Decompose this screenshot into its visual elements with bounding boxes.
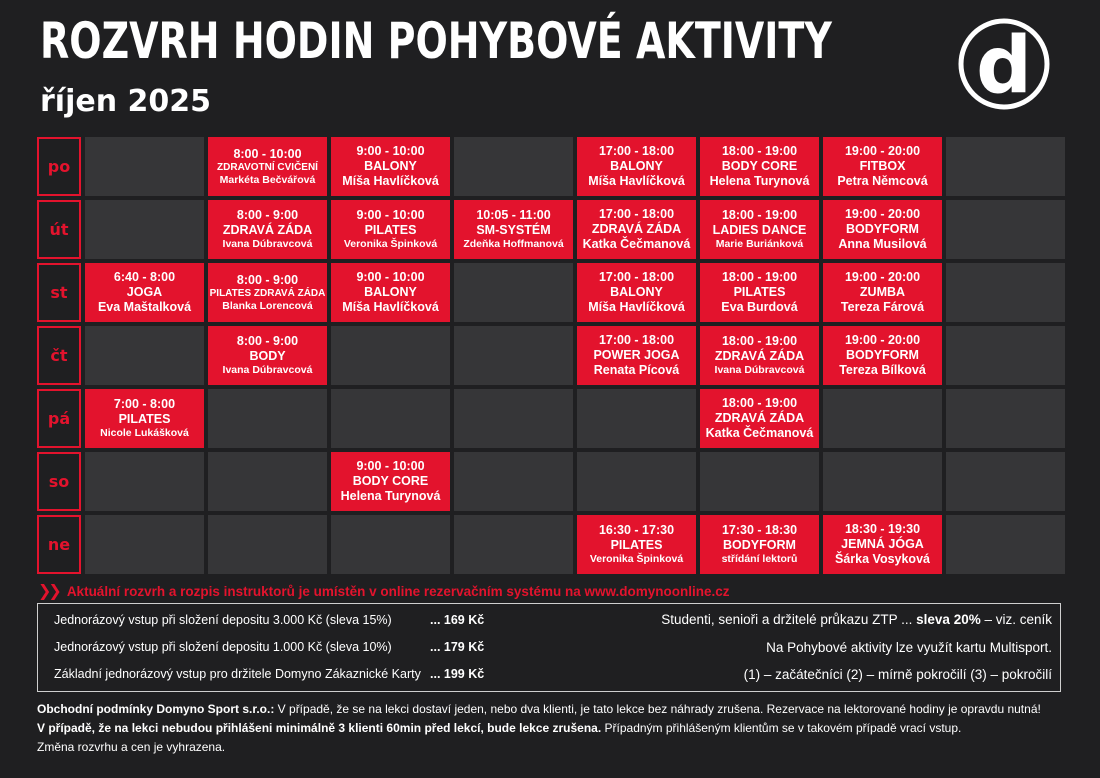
class-slot	[577, 200, 696, 259]
class-name: FITBOX	[859, 159, 906, 173]
level-legend: (1) – začátečníci (2) – mírně pokročilí (3) – pokročilí	[743, 667, 1052, 682]
class-time: 18:00 - 19:00	[721, 208, 798, 223]
class-slot	[823, 263, 942, 322]
class-time: 17:00 - 18:00	[598, 333, 675, 347]
class-slot	[823, 200, 942, 259]
class-name: PILATES	[364, 223, 417, 238]
class-instructor: Renata Pícová	[593, 363, 680, 377]
empty-slot	[85, 326, 204, 385]
class-time: 18:00 - 19:00	[721, 270, 798, 284]
class-slot	[208, 200, 327, 259]
class-name: BODY CORE	[352, 474, 429, 488]
class-name: PILATES	[118, 412, 171, 427]
cancellation-rule: V případě, že na lekci nebudou přihlášeni minimálně 3 klienti 60min před lekcí, bude lekce zrušena.	[37, 721, 602, 735]
class-slot	[700, 200, 819, 259]
empty-slot	[577, 389, 696, 448]
class-time: 17:00 - 18:00	[598, 207, 675, 221]
empty-slot	[208, 389, 327, 448]
class-instructor: Ivana Dúbravcová	[222, 364, 313, 377]
class-time: 8:00 - 9:00	[236, 208, 299, 223]
class-instructor: Míša Havlíčková	[342, 300, 439, 314]
class-time: 17:00 - 18:00	[598, 270, 675, 284]
schedule-grid	[37, 137, 1065, 574]
class-instructor: Helena Turynová	[340, 489, 441, 503]
class-instructor: Ivana Dúbravcová	[222, 238, 313, 251]
class-slot	[208, 263, 327, 322]
class-slot	[700, 263, 819, 322]
class-name: PILATES	[610, 538, 663, 553]
price-label: Jednorázový vstup při složení depositu 1.000 Kč (sleva 10%)	[54, 640, 392, 654]
empty-slot	[208, 515, 327, 574]
day-label: so	[37, 452, 81, 511]
class-name: PILATES	[733, 285, 786, 299]
class-slot	[577, 515, 696, 574]
class-name: ZDRAVOTNÍ CVIČENÍ	[217, 161, 318, 173]
terms-footer	[37, 700, 1067, 757]
class-time: 9:00 - 10:00	[356, 270, 425, 284]
class-slot	[700, 137, 819, 196]
class-slot	[577, 137, 696, 196]
class-slot	[700, 389, 819, 448]
change-notice: Změna rozvrhu a cen je vyhrazena.	[37, 740, 226, 754]
empty-slot	[823, 389, 942, 448]
class-instructor: Eva Maštalková	[97, 300, 192, 314]
class-instructor: Markéta Bečvářová	[219, 173, 316, 186]
price-value: ... 169 Kč	[430, 613, 485, 627]
class-time: 19:00 - 20:00	[844, 207, 921, 221]
class-name: ZDRAVÁ ZÁDA	[714, 411, 805, 425]
class-slot	[577, 263, 696, 322]
empty-slot	[946, 515, 1065, 574]
class-time: 18:00 - 19:00	[721, 334, 798, 349]
class-instructor: Tereza Bílková	[839, 363, 926, 377]
class-time: 8:00 - 10:00	[233, 146, 302, 161]
class-name: ZDRAVÁ ZÁDA	[591, 222, 682, 236]
empty-slot	[85, 137, 204, 196]
empty-slot	[454, 326, 573, 385]
class-instructor: Helena Turynová	[709, 174, 810, 188]
class-slot	[331, 137, 450, 196]
class-time: 19:00 - 20:00	[844, 270, 921, 284]
class-name: BODYFORM	[846, 222, 919, 236]
class-instructor: Katka Čečmanová	[582, 237, 691, 251]
class-slot	[454, 200, 573, 259]
empty-slot	[946, 326, 1065, 385]
class-name: BODYFORM	[846, 348, 919, 362]
empty-slot	[331, 326, 450, 385]
empty-slot	[577, 452, 696, 511]
empty-slot	[331, 515, 450, 574]
class-slot	[577, 326, 696, 385]
day-label: čt	[37, 326, 81, 385]
empty-slot	[454, 389, 573, 448]
class-time: 8:00 - 9:00	[236, 334, 299, 349]
class-instructor: Marie Buriánková	[715, 238, 804, 251]
class-instructor: Zdeňka Hoffmanová	[463, 238, 564, 251]
class-name: JEMNÁ JÓGA	[841, 537, 924, 551]
empty-slot	[85, 515, 204, 574]
class-instructor: Tereza Fárová	[840, 300, 925, 314]
class-name: LADIES DANCE	[712, 223, 807, 238]
class-slot	[85, 263, 204, 322]
class-time: 6:40 - 8:00	[113, 270, 176, 284]
class-name: PILATES ZDRAVÁ ZÁDA	[209, 287, 326, 299]
discount-note: – viz. ceník	[980, 612, 1052, 627]
notice-text: Aktuální rozvrh a rozpis instruktorů je umístěn v online rezervačním systému na www.domynoonline.cz	[66, 583, 730, 599]
class-time: 8:00 - 9:00	[236, 272, 299, 287]
class-time: 9:00 - 10:00	[356, 459, 425, 473]
multisport-info: Na Pohybové aktivity lze využít kartu Multisport.	[766, 640, 1052, 655]
empty-slot	[85, 200, 204, 259]
empty-slot	[454, 137, 573, 196]
class-name: POWER JOGA	[593, 348, 680, 362]
empty-slot	[946, 200, 1065, 259]
class-name: BALONY	[364, 159, 417, 173]
day-label: ne	[37, 515, 81, 574]
class-time: 7:00 - 8:00	[113, 397, 176, 412]
class-instructor: Veronika Špinková	[589, 553, 684, 566]
class-instructor: Katka Čečmanová	[705, 426, 814, 440]
class-instructor: Míša Havlíčková	[342, 174, 439, 188]
price-label: Jednorázový vstup při složení depositu 3.000 Kč (sleva 15%)	[54, 613, 392, 627]
class-time: 19:00 - 20:00	[844, 333, 921, 347]
price-value: ... 179 Kč	[430, 640, 485, 654]
class-instructor: Míša Havlíčková	[588, 300, 685, 314]
page-title: ROZVRH HODIN POHYBOVÉ AKTIVITY	[40, 12, 832, 70]
class-slot	[208, 137, 327, 196]
class-name: ZDRAVÁ ZÁDA	[714, 349, 805, 364]
terms-heading: Obchodní podmínky Domyno Sport s.r.o.:	[37, 702, 275, 716]
empty-slot	[454, 263, 573, 322]
class-time: 17:30 - 18:30	[721, 523, 798, 538]
logo-letter: d	[976, 21, 1032, 110]
discount-value: sleva 20%	[916, 612, 981, 627]
empty-slot	[946, 389, 1065, 448]
class-slot	[700, 515, 819, 574]
class-time: 9:00 - 10:00	[356, 144, 425, 158]
class-slot	[208, 326, 327, 385]
class-name: BODYFORM	[723, 538, 796, 553]
class-slot	[331, 452, 450, 511]
day-label: po	[37, 137, 81, 196]
empty-slot	[85, 452, 204, 511]
class-slot	[823, 137, 942, 196]
empty-slot	[454, 515, 573, 574]
class-name: BALONY	[610, 159, 663, 173]
class-name: ZDRAVÁ ZÁDA	[222, 223, 313, 238]
empty-slot	[700, 452, 819, 511]
class-time: 10:05 - 11:00	[476, 208, 551, 223]
empty-slot	[946, 263, 1065, 322]
empty-slot	[331, 389, 450, 448]
empty-slot	[823, 452, 942, 511]
class-instructor: Šárka Vosyková	[835, 552, 930, 566]
refund-text: Případným přihlášeným klientům se v takovém případě vrací vstup.	[601, 721, 962, 735]
empty-slot	[208, 452, 327, 511]
discount-text: Studenti, senioři a držitelé průkazu ZTP ...	[661, 612, 917, 627]
class-slot	[85, 389, 204, 448]
class-slot	[823, 515, 942, 574]
page-subtitle: říjen 2025	[40, 84, 212, 119]
terms-text: V případě, že se na lekci dostaví jeden, nebo dva klienti, je tato lekce bez náhrady zrušena. Rezervace na lektorované hodiny je opravdu nutná!	[274, 702, 1041, 716]
price-box	[37, 603, 1061, 692]
class-name: SM-SYSTÉM	[476, 223, 551, 238]
price-row	[54, 640, 485, 654]
day-label: pá	[37, 389, 81, 448]
class-instructor: střídání lektorů	[721, 553, 798, 566]
price-row	[54, 667, 485, 681]
day-label: út	[37, 200, 81, 259]
class-instructor: Míša Havlíčková	[588, 174, 685, 188]
class-name: BALONY	[364, 285, 417, 299]
class-instructor: Blanka Lorencová	[222, 299, 313, 312]
class-instructor: Nicole Lukášková	[100, 427, 189, 440]
day-label: st	[37, 263, 81, 322]
price-row	[54, 613, 485, 627]
class-name: BODY CORE	[721, 159, 798, 173]
class-instructor: Petra Němcová	[837, 174, 928, 188]
class-time: 17:00 - 18:00	[598, 144, 675, 158]
price-value: ... 199 Kč	[430, 667, 485, 681]
empty-slot	[946, 137, 1065, 196]
online-notice	[38, 581, 729, 601]
class-instructor: Eva Burdová	[721, 300, 798, 314]
class-name: JOGA	[126, 285, 163, 299]
class-time: 9:00 - 10:00	[356, 208, 425, 223]
double-chevron-icon: ❯❯	[38, 583, 59, 600]
discount-info	[661, 612, 1052, 627]
class-name: BODY	[249, 349, 286, 364]
class-slot	[700, 326, 819, 385]
class-time: 16:30 - 17:30	[598, 523, 675, 538]
class-slot	[331, 200, 450, 259]
class-instructor: Veronika Špinková	[343, 238, 438, 251]
class-slot	[331, 263, 450, 322]
class-name: ZUMBA	[859, 285, 906, 299]
class-instructor: Ivana Dúbravcová	[714, 364, 805, 377]
price-label: Základní jednorázový vstup pro držitele Domyno Zákaznické Karty	[54, 667, 421, 681]
class-time: 19:00 - 20:00	[844, 144, 921, 158]
class-name: BALONY	[610, 285, 663, 299]
domyno-logo-icon	[958, 18, 1050, 110]
class-slot	[823, 326, 942, 385]
class-time: 18:30 - 19:30	[844, 522, 921, 536]
empty-slot	[454, 452, 573, 511]
class-instructor: Anna Musilová	[838, 237, 927, 251]
empty-slot	[946, 452, 1065, 511]
class-time: 18:00 - 19:00	[721, 396, 798, 410]
class-time: 18:00 - 19:00	[721, 144, 798, 158]
